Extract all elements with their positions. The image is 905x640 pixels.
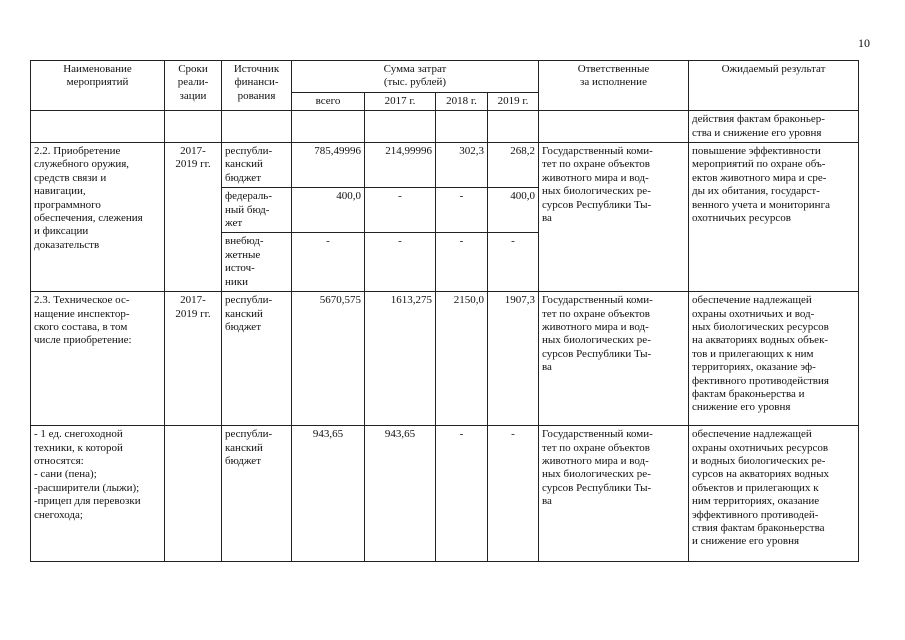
row-2-3-2017: 1613,275 — [365, 292, 436, 426]
cell — [539, 111, 689, 143]
continuation-result: действия фактам браконьер- ства и снижение его уровня — [689, 111, 859, 143]
header-sum: Сумма затрат (тыс. рублей) — [292, 61, 539, 93]
header-total: всего — [292, 92, 365, 110]
row-2-3-terms: 2017- 2019 гг. — [165, 292, 222, 426]
row-snow-2019: - — [488, 426, 539, 562]
header-source: Источник финанси- рования — [222, 61, 292, 111]
cell — [488, 111, 539, 143]
row-2-2-terms: 2017- 2019 гг. — [165, 143, 222, 292]
row-2-2-source-1: республи- канский бюджет — [222, 143, 292, 188]
header-2019: 2019 г. — [488, 92, 539, 110]
row-snow-responsible: Государственный коми- тет по охране объектов животного мира и вод- ных биологических ре- сурсов Республики Ты- ва — [539, 426, 689, 562]
row-2-2-total-1: 785,49996 — [292, 143, 365, 188]
header-responsible: Ответственные за исполнение — [539, 61, 689, 111]
table-row-2-2 — [31, 143, 859, 188]
row-2-3-name: 2.3. Техническое ос- нащение инспектор- ского состава, в том числе приобретение: — [31, 292, 165, 426]
row-2-2-responsible: Государственный коми- тет по охране объектов животного мира и вод- ных биологических ре- сурсов Республики Ты- ва — [539, 143, 689, 292]
row-snow-total: 943,65 — [292, 426, 365, 562]
cell — [222, 111, 292, 143]
row-2-3-total: 5670,575 — [292, 292, 365, 426]
row-2-3-2018: 2150,0 — [436, 292, 488, 426]
row-2-2-2019-3: - — [488, 233, 539, 292]
header-2017: 2017 г. — [365, 92, 436, 110]
table-header-row — [31, 61, 859, 93]
row-2-2-source-3: внебюд- жетные источ- ники — [222, 233, 292, 292]
row-2-3-result: обеспечение надлежащей охраны охотничьих и вод- ных биологических ресурсов на акваториях водных объек- тов и прилегающих к ним территориях, оказание эф- фективного противодействия фактам браконьерства и снижение его уровня — [689, 292, 859, 426]
row-2-2-source-2: федераль- ный бюд- жет — [222, 188, 292, 233]
row-snow-name: - 1 ед. снегоходной техники, к которой относятся: - сани (пена); -расширители (лыжи); -прицеп для перевозки снегохода; — [31, 426, 165, 562]
row-2-2-result: повышение эффективности мероприятий по охране объ- ектов животного мира и сре- ды их обитания, государст- венного учета и мониторинга охотничьих ресурсов — [689, 143, 859, 292]
header-terms: Сроки реали- зации — [165, 61, 222, 111]
table-row-snowmobile — [31, 426, 859, 562]
cell — [436, 111, 488, 143]
row-2-2-2018-2: - — [436, 188, 488, 233]
continuation-row — [31, 111, 859, 143]
row-2-2-2018-1: 302,3 — [436, 143, 488, 188]
table-row-2-3 — [31, 292, 859, 426]
row-2-2-2017-1: 214,99996 — [365, 143, 436, 188]
row-snow-2018: - — [436, 426, 488, 562]
row-2-2-2019-1: 268,2 — [488, 143, 539, 188]
row-2-3-2019: 1907,3 — [488, 292, 539, 426]
row-snow-source: республи- канский бюджет — [222, 426, 292, 562]
header-name: Наименование мероприятий — [31, 61, 165, 111]
row-2-3-source: республи- канский бюджет — [222, 292, 292, 426]
row-snow-terms — [165, 426, 222, 562]
row-snow-result: обеспечение надлежащей охраны охотничьих ресурсов и водных биологических ре- сурсов на акваториях водных объектов и прилегающих к ним территориях, оказание эффективного противодей- ствия фактам браконьерства и снижение его уровня — [689, 426, 859, 562]
row-2-2-total-2: 400,0 — [292, 188, 365, 233]
row-2-3-responsible: Государственный коми- тет по охране объектов животного мира и вод- ных биологических ре- сурсов Республики Ты- ва — [539, 292, 689, 426]
measures-table — [30, 60, 859, 562]
cell — [165, 111, 222, 143]
row-2-2-name: 2.2. Приобретение служебного оружия, средств связи и навигации, программного обеспечения, слежения и фиксации доказательств — [31, 143, 165, 292]
row-2-2-2019-2: 400,0 — [488, 188, 539, 233]
row-2-2-2017-3: - — [365, 233, 436, 292]
header-2018: 2018 г. — [436, 92, 488, 110]
row-2-2-total-3: - — [292, 233, 365, 292]
row-2-2-2017-2: - — [365, 188, 436, 233]
page-number: 10 — [858, 36, 870, 50]
row-snow-2017: 943,65 — [365, 426, 436, 562]
cell — [365, 111, 436, 143]
cell — [292, 111, 365, 143]
cell — [31, 111, 165, 143]
header-result: Ожидаемый результат — [689, 61, 859, 111]
row-2-2-2018-3: - — [436, 233, 488, 292]
